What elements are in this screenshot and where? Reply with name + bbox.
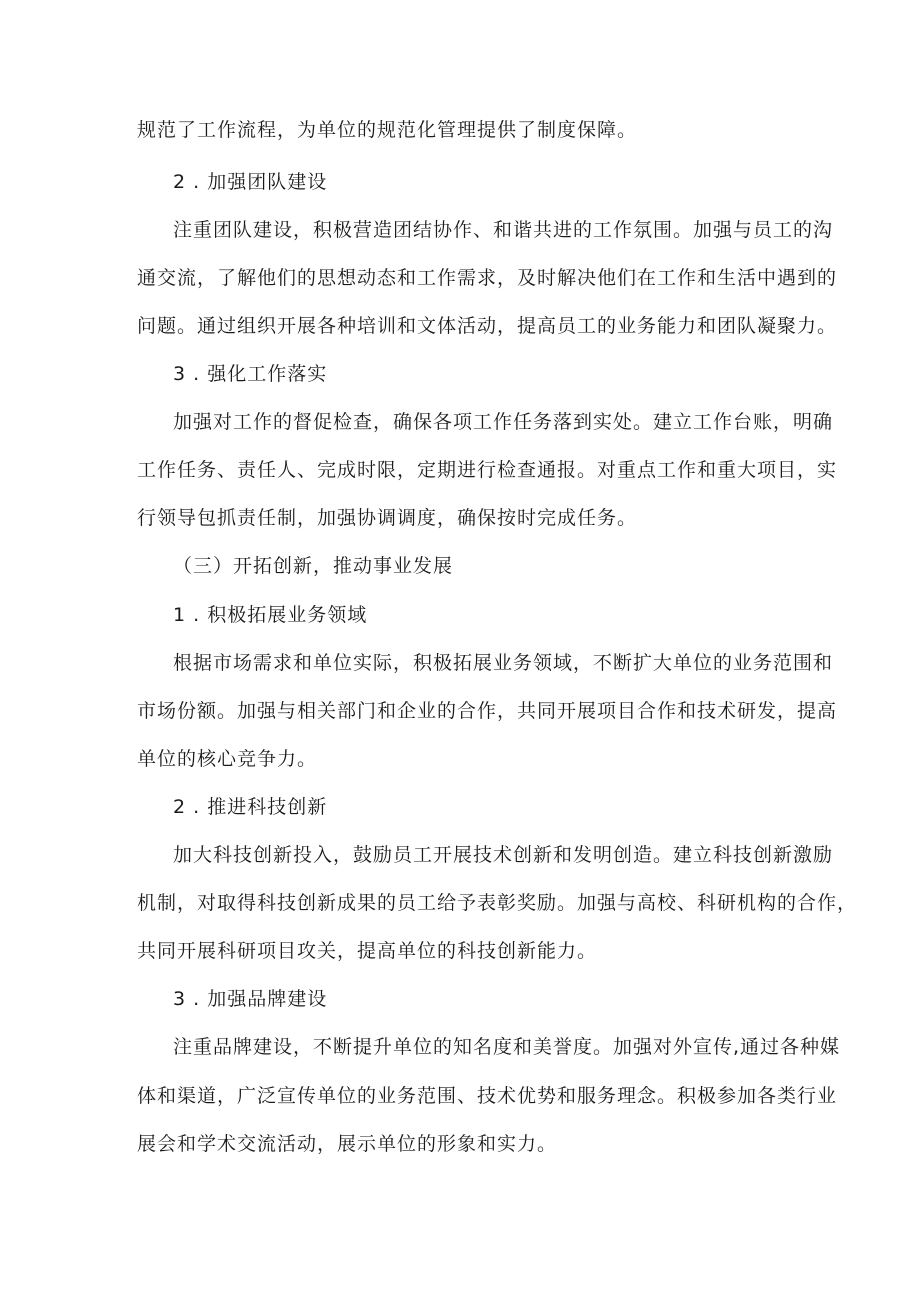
body-text-line: 注重品牌建设，不断提升单位的知名度和美誉度。加强对外宣传,通过各种媒: [173, 1036, 841, 1058]
chapter-heading: （三）开拓创新，推动事业发展: [173, 555, 454, 577]
section-heading: 1 . 积极拓展业务领域: [173, 604, 368, 626]
section-heading: 2 . 推进科技创新: [173, 796, 328, 818]
section-heading: 3 . 加强品牌建设: [173, 988, 328, 1010]
body-text-line: 单位的核心竞争力。: [137, 748, 318, 770]
body-text-line: 通交流，了解他们的思想动态和工作需求，及时解决他们在工作和生活中遇到的: [137, 267, 838, 289]
body-text-line: 行领导包抓责任制，加强协调调度，确保按时完成任务。: [137, 507, 638, 529]
body-text-line: 加大科技创新投入，鼓励员工开展技术创新和发明创造。建立科技创新激励: [173, 844, 834, 866]
body-text-line: 工作任务、责任人、完成时限，定期进行检查通报。对重点工作和重大项目，实: [137, 459, 838, 481]
section-heading: 2 . 加强团队建设: [173, 171, 328, 193]
body-text-line: 注重团队建设，积极营造团结协作、和谐共进的工作氛围。加强与员工的沟: [173, 219, 834, 241]
body-text-line: 体和渠道，广泛宣传单位的业务范围、技术优势和服务理念。积极参加各类行业: [137, 1085, 838, 1107]
body-text-line: 加强对工作的督促检查，确保各项工作任务落到实处。建立工作台账，明确: [173, 411, 834, 433]
body-text-line: 根据市场需求和单位实际，积极拓展业务领域，不断扩大单位的业务范围和: [173, 652, 834, 674]
body-text-line: 问题。通过组织开展各种培训和文体活动，提高员工的业务能力和团队凝聚力。: [137, 315, 838, 337]
body-text-line: 市场份额。加强与相关部门和企业的合作，共同开展项目合作和技术研发，提高: [137, 700, 838, 722]
section-heading: 3 . 强化工作落实: [173, 363, 328, 385]
body-text-line: 共同开展科研项目攻关，提高单位的科技创新能力。: [137, 940, 598, 962]
body-text-line: 机制，对取得科技创新成果的员工给予表彰奖励。加强与高校、科研机构的合作，: [137, 892, 858, 914]
body-text-line: 规范了工作流程，为单位的规范化管理提供了制度保障。: [137, 119, 638, 141]
body-text-line: 展会和学术交流活动，展示单位的形象和实力。: [137, 1133, 558, 1155]
